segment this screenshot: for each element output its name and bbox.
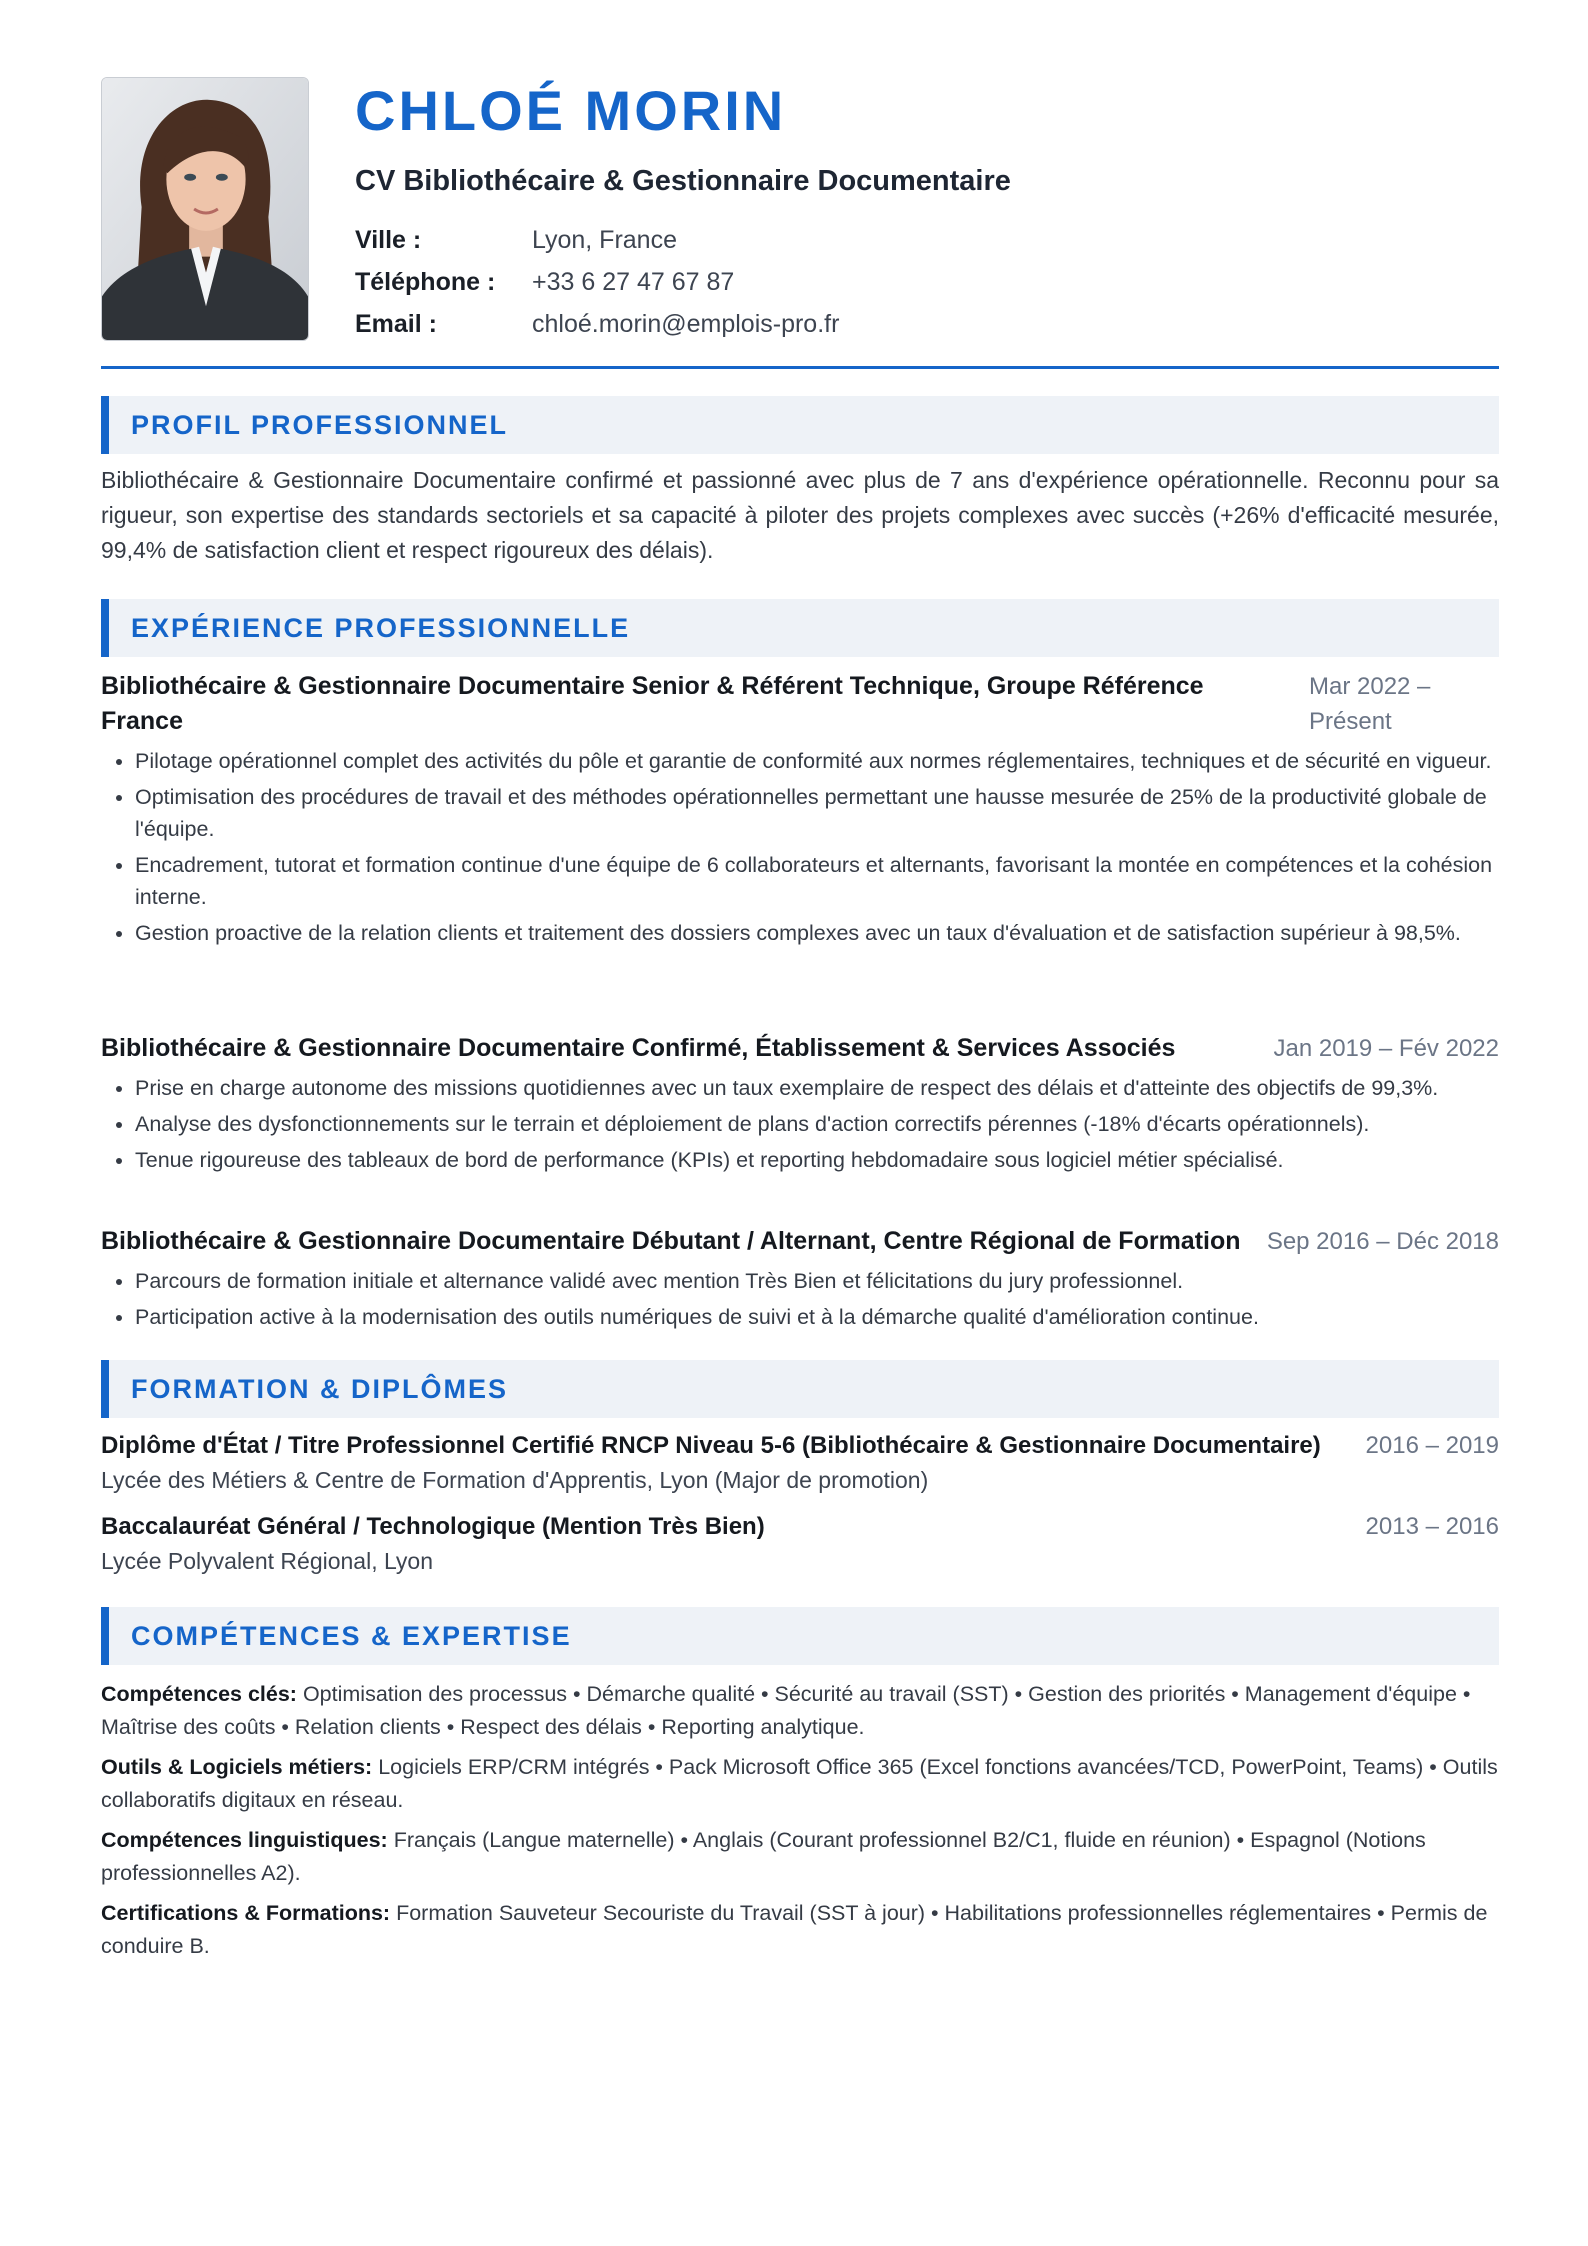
skill-text: Optimisation des processus • Démarche qualité • Sécurité au travail (SST) • Gestion des priorités • Management d'équipe • Maîtrise des coûts • Relation clients • Respect des délais • Reporting analytique. [101, 1682, 1471, 1739]
skill-text: Français (Langue maternelle) • Anglais (Courant professionnel B2/C1, fluide en réunion) • Espagnol (Notions professionnelles A2). [101, 1828, 1426, 1885]
degree-title: Baccalauréat Général / Technologique (Mention Très Bien) [101, 1513, 765, 1540]
contact-row-email [355, 303, 839, 345]
contact-list [355, 219, 839, 345]
job-entry [101, 1031, 1499, 1180]
job-entry [101, 1224, 1499, 1337]
skill-label: Compétences linguistiques: [101, 1828, 388, 1852]
cv-header [101, 77, 1499, 367]
skill-line [101, 1678, 1499, 1744]
degree-school: Lycée Polyvalent Régional, Lyon [101, 1548, 434, 1574]
job-bullets [101, 745, 1499, 949]
section-heading-experience [101, 599, 1499, 657]
contact-label: Ville : [355, 225, 422, 254]
job-title: Bibliothécaire & Gestionnaire Documentaire Débutant / Alternant, Centre Régional de Formation [101, 1227, 1241, 1255]
list-item: • Tenue rigoureuse des tableaux de bord de performance (KPIs) et reporting hebdomadaire sous logiciel métier spécialisé. [135, 1144, 1499, 1176]
degree-school: Lycée des Métiers & Centre de Formation d'Apprentis, Lyon (Major de promotion) [101, 1467, 929, 1493]
section-heading-education [101, 1360, 1499, 1418]
list-item: • Parcours de formation initiale et alternance validé avec mention Très Bien et félicitations du jury professionnel. [135, 1265, 1499, 1297]
education-entry [101, 1509, 1499, 1578]
profile-text: Bibliothécaire & Gestionnaire Documentaire confirmé et passionné avec plus de 7 ans d'expérience opérationnelle. Reconnu pour sa rigueur, son expertise des standards sectoriels et sa capacité à piloter des projets complexes avec succès (+26% d'efficacité mesurée, 99,4% de satisfaction client et respect rigoureux des délais). [101, 467, 1499, 563]
contact-label: Téléphone : [355, 267, 496, 296]
degree-date: 2016 – 2019 [1365, 1432, 1499, 1459]
skills-block [101, 1678, 1499, 1970]
skill-line [101, 1751, 1499, 1817]
degree-date: 2013 – 2016 [1365, 1513, 1499, 1540]
list-item: • Encadrement, tutorat et formation continue d'une équipe de 6 collaborateurs et alternants, favorisant la montée en compétences et la cohésion interne. [135, 849, 1499, 913]
cv-subtitle: CV Bibliothécaire & Gestionnaire Documentaire [355, 165, 1011, 197]
skill-text: Formation Sauveteur Secouriste du Travail (SST à jour) • Habilitations professionnelles réglementaires • Permis de conduire B. [101, 1901, 1488, 1958]
list-item: • Prise en charge autonome des missions quotidiennes avec un taux exemplaire de respect des délais et d'atteinte des objectifs de 99,3%. [135, 1072, 1499, 1104]
section-title: COMPÉTENCES & EXPERTISE [131, 1620, 572, 1651]
section-title: FORMATION & DIPLÔMES [131, 1373, 508, 1404]
list-item: • Gestion proactive de la relation clients et traitement des dossiers complexes avec un taux d'évaluation et de satisfaction supérieur à 98,5%. [135, 917, 1499, 949]
job-date: Jan 2019 – Fév 2022 [1273, 1035, 1499, 1062]
job-title: Bibliothécaire & Gestionnaire Documentaire Senior & Référent Technique, Groupe Référence France [101, 672, 1204, 735]
skill-label: Certifications & Formations: [101, 1901, 391, 1925]
skill-line [101, 1897, 1499, 1963]
degree-title: Diplôme d'État / Titre Professionnel Certifié RNCP Niveau 5-6 (Bibliothécaire & Gestionnaire Documentaire) [101, 1432, 1321, 1459]
list-item: • Pilotage opérationnel complet des activités du pôle et garantie de conformité aux normes réglementaires, techniques et de sécurité en vigueur. [135, 745, 1499, 777]
section-heading-profile [101, 396, 1499, 454]
profile-block [101, 463, 1499, 568]
job-date: Mar 2022 – Présent [1309, 673, 1431, 735]
skill-label: Compétences clés: [101, 1682, 297, 1706]
candidate-name: CHLOÉ MORIN [355, 79, 787, 142]
list-item: • Participation active à la modernisation des outils numériques de suivi et à la démarche qualité d'amélioration continue. [135, 1301, 1499, 1333]
contact-value: Lyon, France [532, 225, 677, 254]
list-item: • Optimisation des procédures de travail et des méthodes opérationnelles permettant une hausse mesurée de 25% de la productivité globale de l'équipe. [135, 781, 1499, 845]
list-item: • Analyse des dysfonctionnements sur le terrain et déploiement de plans d'action correctifs pérennes (-18% d'écarts opérationnels). [135, 1108, 1499, 1140]
job-bullets [101, 1265, 1499, 1333]
section-title: EXPÉRIENCE PROFESSIONNELLE [131, 612, 631, 643]
job-date: Sep 2016 – Déc 2018 [1266, 1228, 1499, 1255]
skill-line [101, 1824, 1499, 1890]
job-title: Bibliothécaire & Gestionnaire Documentaire Confirmé, Établissement & Services Associés [101, 1034, 1176, 1062]
skill-text: Logiciels ERP/CRM intégrés • Pack Microsoft Office 365 (Excel fonctions avancées/TCD, PowerPoint, Teams) • Outils collaboratifs digitaux en réseau. [101, 1755, 1498, 1812]
job-entry [101, 669, 1499, 953]
section-title: PROFIL PROFESSIONNEL [131, 409, 509, 440]
contact-label: Email : [355, 309, 437, 338]
contact-value: chloé.morin@emplois-pro.fr [532, 309, 840, 338]
profile-photo [101, 77, 309, 341]
section-heading-skills [101, 1607, 1499, 1665]
contact-row-phone [355, 261, 839, 303]
header-divider [101, 366, 1499, 369]
contact-value: +33 6 27 47 67 87 [532, 267, 735, 296]
job-bullets [101, 1072, 1499, 1176]
education-entry [101, 1428, 1499, 1497]
skill-label: Outils & Logiciels métiers: [101, 1755, 373, 1779]
contact-row-city [355, 219, 839, 261]
